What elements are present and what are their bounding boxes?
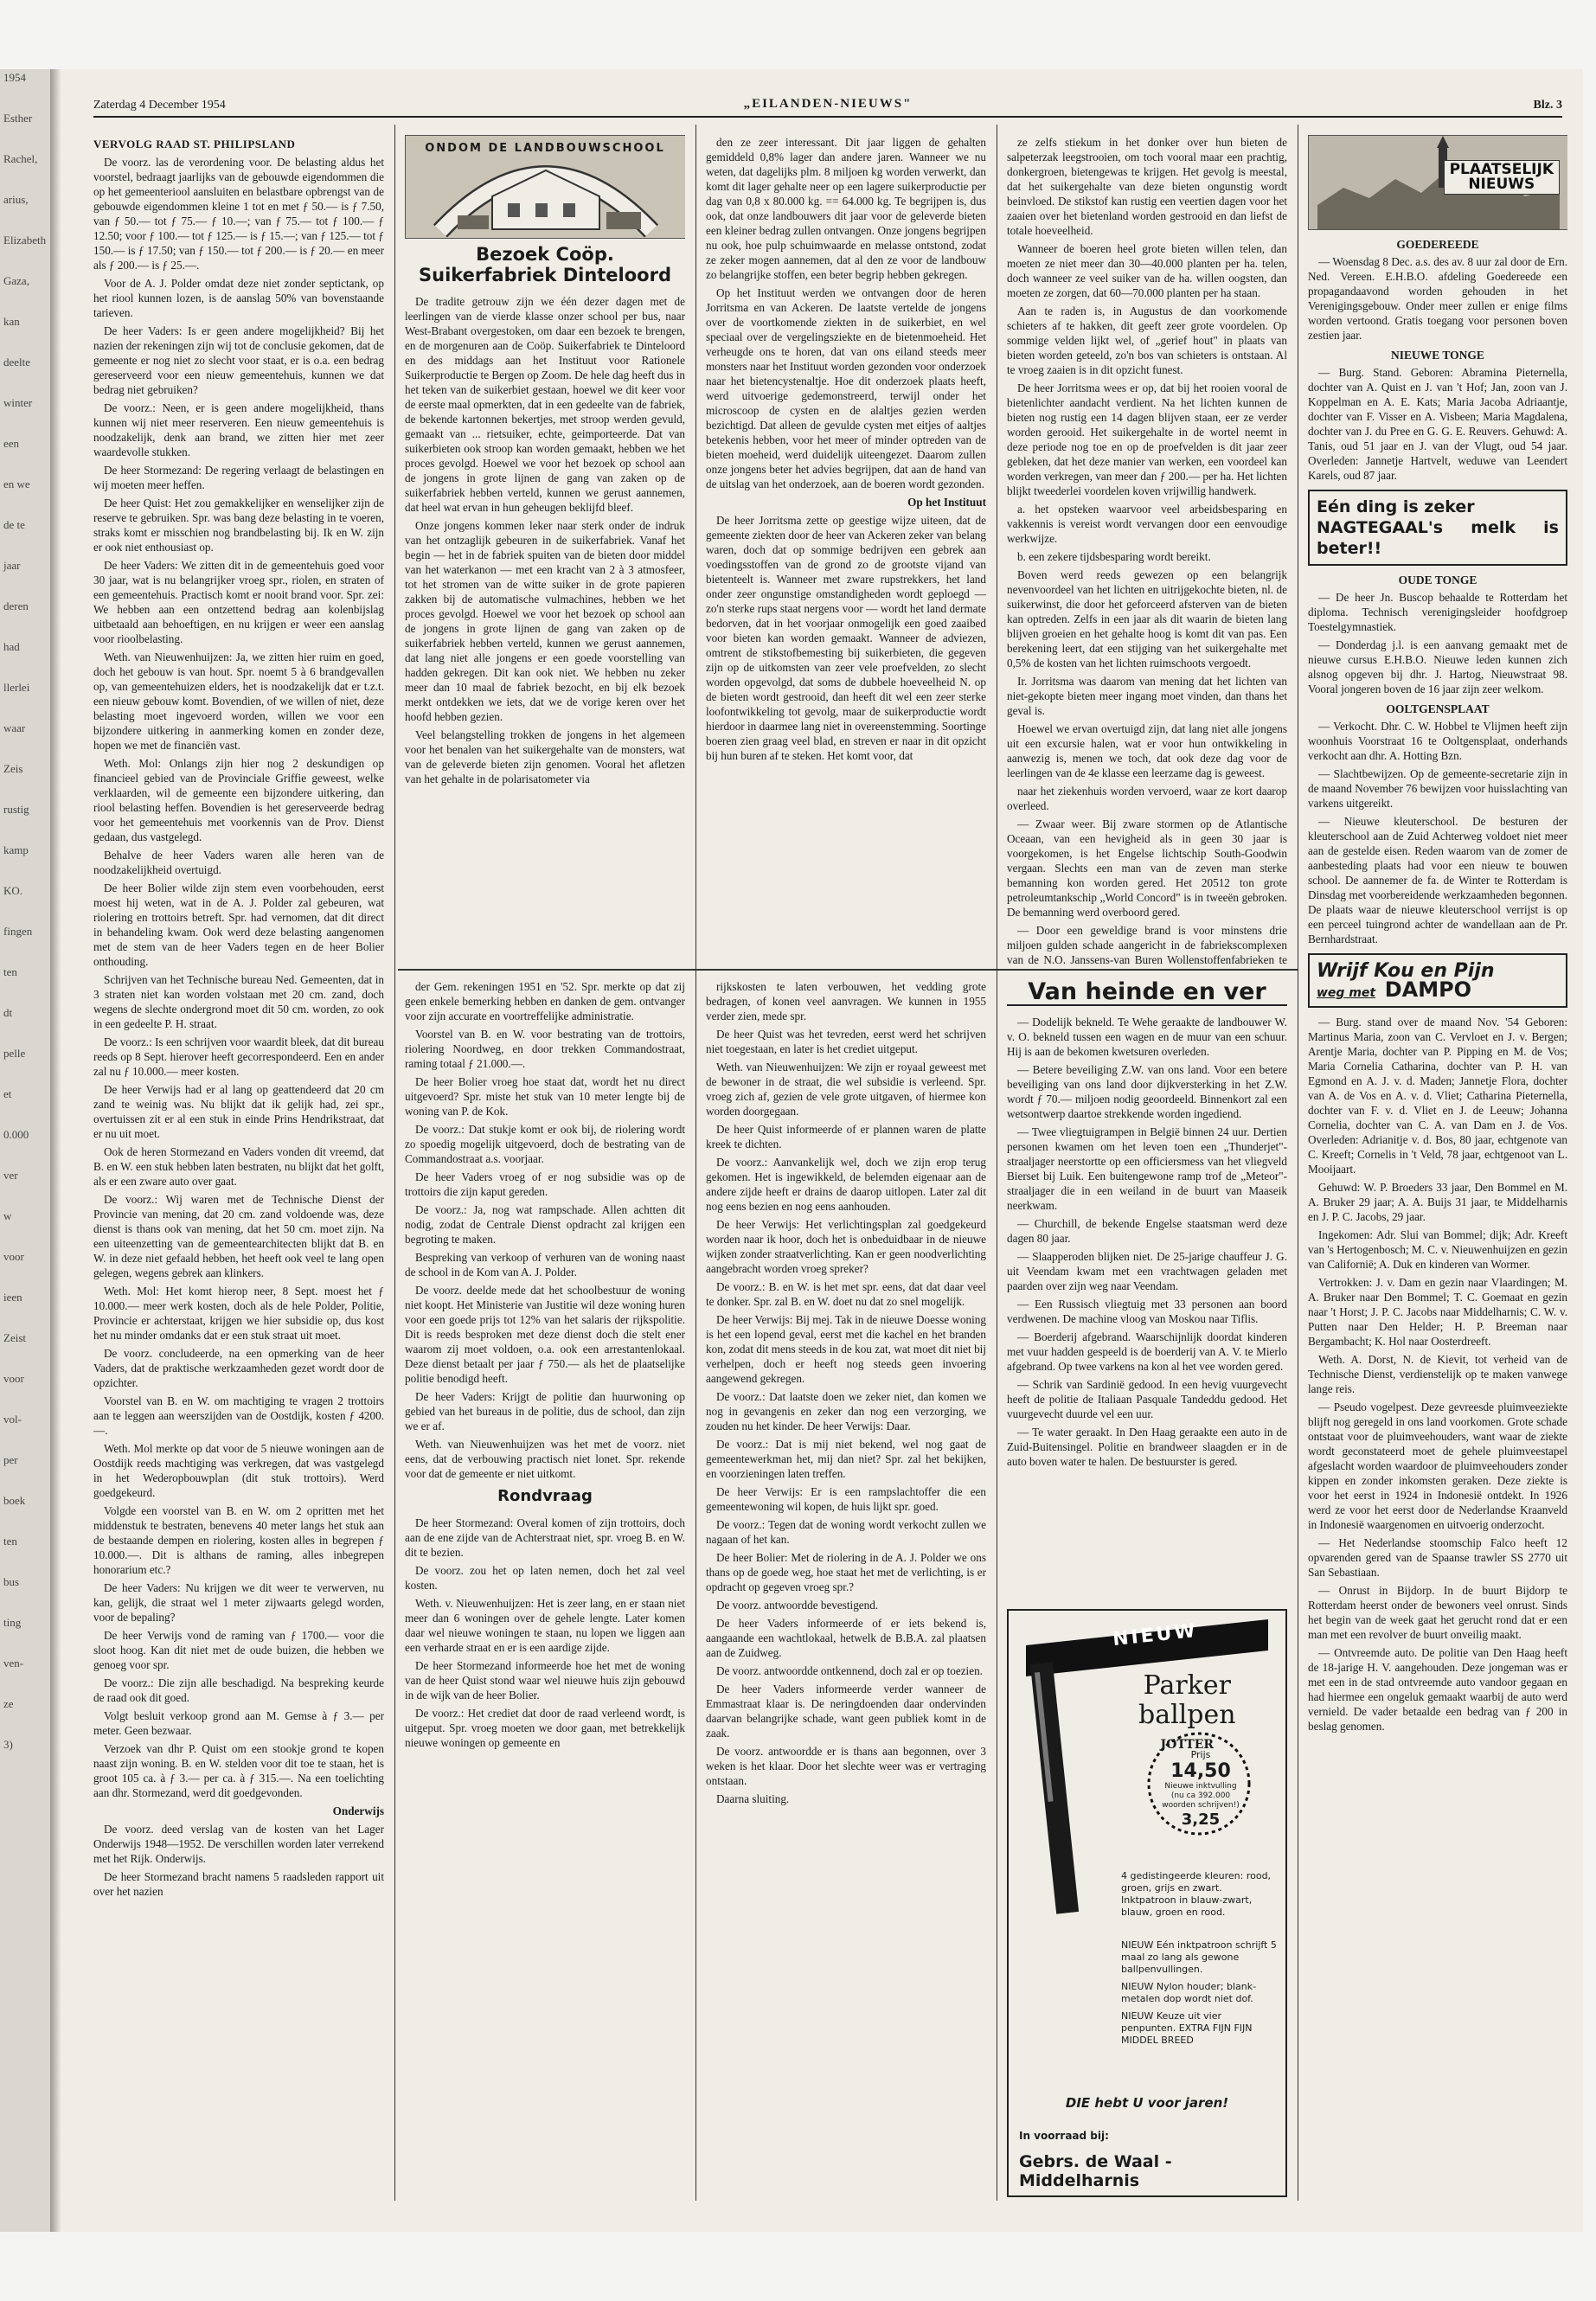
margin-fragment: ting	[3, 1616, 22, 1629]
margin-fragment: KO.	[3, 884, 23, 897]
paragraph: De voorz. concludeerde, na een opmerking van de heer Vaders, dat de praktische werkzaamheden gezet wordt door de opzichter.	[93, 1347, 384, 1389]
ad-slogan: DIE hebt U voor jaren!	[1065, 2095, 1229, 2111]
paragraph: De heer Quist: Het zou gemakkelijker en wenselijker zijn de reserve te gebruiken. Spr. was bang deze belasting in te voeren, straks komt er misschien nog brandbelasting bij. Ik en W. zijn er ook niet enthousiast op.	[93, 497, 384, 554]
price-label: Prijs	[1190, 1749, 1211, 1760]
paragraph: a. het opsteken waarvoor veel arbeidsbesparing en vakkennis is vereist wordt vervangen door een eenvoudige werkwijze.	[1007, 503, 1287, 545]
news-item: — Burg. Stand. Geboren: Abramina Pieternella, dochter van A. Quist en J. van 't Hof; Jan, zoon van J. Koppelman en A. E. Kats; Maria Jacoba Adriaantje, dochter van F. Visser en A. Visbeen; Maria Magdalena, dochter van J. du Pree en G. G. E. Reuvers. Gehuwd: A. Tanis, oud 51 jaar en J. van der Vlugt, oud 54 jaar. Overleden: Jannetje Hartvelt, weduwe van Leendert Karels, oud 87 jaar.	[1308, 366, 1567, 482]
paragraph: Verzoek van dhr P. Quist om een stookje grond te kopen naast zijn woning. B. en W. stelden voor dit toe te staan, het is groot 105 ca. à ƒ 3.— per ca. à ƒ 315.—. Na een toelichting aan dhr. Stormezand, werd dit goedgevonden.	[93, 1742, 384, 1799]
paragraph: De heer Jorritsma zette op geestige wijze uiteen, dat de gemeente ziekten door de heer van Ackeren zeker van belang waren, doch dat op sommige bedrijven een gebrek aan voedingsstoffen van de grond zo de grootste vijand van bietenteelt is. Wanneer met zware rupstrekkers, het land onder zeer ongunstige omstandigheden wordt geploegd — zo'n sterke rups staat nergens voor — wordt het land dermate bedorven, dat in het voorjaar onmogelijk een goed zaaibed voor bieten kan worden gemaakt. Wanneer de adviezen, omtrent de stikstofbemesting bij suikerbieten, die gegeven zijn op de uitkomsten van zeer vele proefvelden, zo slecht worden opgevolgd, dat soms de dubbele hoeveelheid N. op de bieten wordt gestrooid, dan heeft dit wel een zeer sterke loofontwikkeling tot gevolg, maar de suikerproductie wordt hierdoor in daarmee lang niet in overeenstemming. Soortinge boeren zien graag veel blad, en streven er naar in dit opzicht bij hun buren af te steken. Het komt voor, dat	[706, 514, 986, 762]
news-item: Vertrokken: J. v. Dam en gezin naar Vlaardingen; M. A. Bruker naar Den Bommel; T. C. Goemaat en gezin naar 't Horst; J. P. C. Jacobs naar Middelharnis; C. W. v. Putten naar Den Helder; H. P. Breeman naar Bergambacht; K. Hol naar Oosterdreeft.	[1308, 1276, 1567, 1348]
margin-fragment: Zeist	[3, 1331, 26, 1344]
paragraph: Voorstel van B. en W. voor bestrating van de trottoirs, riolering Noordweg, en door trekken Commandostraat, raming totaal ƒ 21.000.—.	[405, 1028, 685, 1070]
news-item: — Ontvreemde auto. De politie van Den Haag heeft de 18-jarige H. V. aangehouden. Deze jongeman was er met een in de stad ontvreemde auto vandoor gegaan en had hiermee een ongeluk gemaakt waarbij de auto werd vernield. De vader betaalde een bedrag van ƒ 200 in beslag genomen.	[1308, 1646, 1567, 1733]
paragraph: Boven werd reeds gewezen op een belangrijk nevenvoordeel van het lichten en uitrijgekochte bieten, nl. de suikerwinst, die door het geforceerd afsterven van de bieten kan optreden. Zelfs in een jaar als dit waarin de bieten lang blijven groeien en het gehalte hoog is komt dit van pas. Een berekening leert, dat een stijging van het suikergehalte met 0,5% de kosten van het lichten ruimschoots vergoedt.	[1007, 568, 1287, 670]
paragraph: De tradite getrouw zijn we één dezer dagen met de leerlingen van de vierde klasse onzer school per bus, naar West-Brabant overgestoken, om daar een bezoek te brengen, en de morgenuren aan de Coöp. Suikerfabriek te Dinteloord en des middags aan het Instituut voor Rationele Suikerproductie te Bergen op Zoom. De hele dag heeft dus in het teken van de suikerbiet gestaan, hoewel we dit keer voor de eerste maal opmerkten, dat in een gedeelte van de fabriek, de bekende kartonnen bekertjes, met stroop werden gevuld, gemaakt van ... rietsuiker, echte, geimporteerde. Dat van suikerbieten ook stroop kan worden gemaakt, hebben we het proces gevolgd. Hoewel we voor het bezoek op school aan de jongens in grote lijnen de gang van zaken op de suikerfabriek hebben verteld, kunnen we gerust aannemen, dat heel wat ervan in hun geheugen beklijfd bleef.	[405, 295, 685, 514]
margin-fragment: kamp	[3, 843, 29, 856]
ad-brand: DAMPO	[1384, 977, 1472, 1002]
margin-fragment: ze	[3, 1697, 14, 1710]
ad-ribbon: NIEUW	[1111, 1619, 1199, 1651]
paragraph: De voorz. deed verslag van de kosten van het Lager Onderwijs 1948—1952. De verschillen worden later verrekend met het Rijk. Onderwijs.	[93, 1823, 384, 1865]
vignette-label	[1444, 160, 1560, 195]
refill-price: 3,25	[1181, 1811, 1221, 1829]
news-item: — Churchill, de bekende Engelse staatsman werd deze dagen 80 jaar.	[1007, 1217, 1287, 1245]
paragraph: De voorz.: Ja, nog wat rampschade. Allen achtten dit nodig, zodat de Centrale Dienst opdracht zal krijgen een begroting te maken.	[405, 1203, 685, 1246]
vignette-line: NIEUWS	[1468, 176, 1535, 193]
news-item: naar het ziekenhuis worden vervoerd, waar ze kort daarop overleed.	[1007, 785, 1287, 812]
paragraph: Voor de A. J. Polder omdat deze niet zonder septictank, op het riool kunnen lozen, is de aanslag 50% van bovenstaande tarieven.	[93, 277, 384, 319]
news-item: — De heer Jn. Buscop behaalde te Rotterdam het diploma. Technisch verenigingsleider hoofdgroep Toestelgymnastiek.	[1308, 591, 1567, 633]
paragraph: De voorz. antwoordde ontkennend, doch zal er op toezien.	[716, 1664, 983, 1677]
margin-fragment: bus	[3, 1575, 20, 1588]
margin-fragment: en we	[3, 478, 30, 490]
subheading-instituut: Op het Instituut	[907, 496, 986, 509]
paragraph: De heer Verwijs had er al lang op geattendeerd dat 20 cm zand te weinig was. Nu blijkt dat ik gelijk had, zei spr., overtuissen zit er al een stuk in einde Prins Hendrikstraat, dat er nu uit moet.	[93, 1083, 384, 1140]
margin-fragment: Elizabeth	[3, 234, 47, 247]
ad-dealer-label: In voorraad bij:	[1019, 2130, 1109, 2142]
margin-fragment: 0.000	[3, 1128, 29, 1141]
news-item: — Een Russisch vliegtuig met 33 personen aan boord verdwenen. De machine vloog van Moskou naar Tiflis.	[1007, 1298, 1287, 1325]
margin-fragment: dt	[3, 1006, 13, 1019]
margin-fragment: boek	[3, 1494, 26, 1507]
paragraph: Daarna sluiting.	[716, 1792, 790, 1805]
paragraph: De heer Jorritsma wees er op, dat bij het rooien vooral de bietenlichter aandacht verdient. Na het lichten kunnen de bieten nog rustig een 14 dagen blijven staan, eer ze verder worden gerooid. Het suikergehalte in de wortel neemt in deze periode nog toe en op de proefvelden is dit jaar zeer gebleken, dat het deze manier van werken, een voordeel kan worden verkregen, van meer dan ƒ 200.— per ha. Het lichten blijkt tweederlei voordelen koven vrijwillig handwerk.	[1007, 381, 1287, 497]
margin-fragment: rustig	[3, 803, 29, 816]
margin-fragment: arius,	[3, 193, 29, 206]
paragraph: De heer Vaders informeerde of er iets bekend is, aangaande een wachtlokaal, hetwelk de B.B.A. zal plaatsen aan de Zuidweg.	[706, 1617, 986, 1659]
paragraph: Volgt besluit verkoop grond aan M. Gemse à ƒ 3.— per meter. Geen bezwaar.	[93, 1709, 384, 1737]
paragraph: De voorz.: Het crediet dat door de raad verleend wordt, is uitgeput. Spr. vroeg moeten we door gaan, met betrekkelijk nieuwe woningen op gemeente en	[405, 1707, 685, 1749]
paragraph: Hoewel we ervan overtuigd zijn, dat lang niet alle jongens uit een excursie halen, wat er voor hun ontwikkeling in aanwezig is, menen we toch, dat ook deze dag voor de leerlingen van de 4e klasse een leerzame dag is geweest.	[1007, 722, 1287, 779]
paragraph: Bespreking van verkoop of verhuren van de woning naast de school in de Kom van A. J. Polder.	[405, 1251, 685, 1279]
paragraph: De heer Stormezand: De regering verlaagt de belastingen en wij moeten meer heffen.	[93, 464, 384, 491]
paragraph: De voorz. antwoordde er is thans aan begonnen, over 3 weken is het klaar. Door het slechte weer was er vertraging ontstaan.	[706, 1745, 986, 1787]
ad-line: Eén ding is zeker	[1317, 497, 1475, 516]
paragraph: Behalve de heer Vaders waren alle heren van de noodzakelijkheid overtuigd.	[93, 849, 384, 876]
ad-colours: 4 gedistingeerde kleuren: rood, groen, grijs en zwart. Inktpatroon in blauw-zwart, blauw, groen en rood.	[1121, 1870, 1272, 1918]
paragraph: De voorz. zou het op laten nemen, doch het zal veel kosten.	[405, 1564, 685, 1592]
paragraph: De voorz.: Aanvankelijk wel, doch we zijn erop terug gekomen. Het is ingewikkeld, de belemden eigenaar aan de andere zijde heeft er drains de daarop uitlopen. Later zal dit nog eens bezien en nog eens aanhouden.	[706, 1156, 986, 1213]
margin-fragment: llerlei	[3, 681, 30, 694]
news-item: — Dodelijk bekneld. Te Wehe geraakte de landbouwer W. v. O. bekneld tussen een wagen en de muur van een schuur. Hij is aan de bekomen kwetsuren overleden.	[1007, 1016, 1287, 1058]
adjacent-page-margin	[0, 69, 52, 2232]
article-landbouwschool	[405, 135, 685, 965]
paragraph: De voorz.: Die zijn alle beschadigd. Na bespreking keurde de raad ook dit goed.	[93, 1676, 384, 1704]
subheading-onderwijs: Onderwijs	[332, 1804, 384, 1817]
paragraph: Ook de heren Stormezand en Vaders vonden dit vreemd, dat B. en W. een stuk hebben laten bestraten, nu blijkt dat het golft, als er een zware auto over gaat.	[93, 1145, 384, 1188]
margin-fragment: Esther	[3, 112, 33, 125]
column-rule	[394, 125, 395, 2201]
article-raad-rondvraag	[706, 979, 986, 2190]
margin-fragment: waar	[3, 721, 26, 734]
ad-model: JOTTER	[1160, 1738, 1215, 1752]
margin-fragment: deelte	[3, 356, 31, 369]
article-raad-continued	[405, 979, 685, 2190]
price-value: 14,50	[1170, 1760, 1231, 1782]
paragraph: der Gem. rekeningen 1951 en '52. Spr. merkte op dat zij geen enkele bemerking hebben en danken de gem. ontvanger voor zijn accurate en voortreffelijke administratie.	[405, 980, 685, 1022]
header-page-number: Blz. 3	[1533, 99, 1562, 112]
paragraph: Aan te raden is, in Augustus de dan voorkomende schieters af te hakken, dit geeft zeer grote voordelen. Op sommige velden lijkt wel, of „gerief hout" in plaats van bieten worden geteeld, zo'n bos van schieters is ontstaan. Al te vroeg zaaien is in dit opzicht funest.	[1007, 304, 1287, 376]
ad-feature: NIEUW Nylon houder; blank-metalen dop wordt niet dof.	[1121, 1981, 1257, 2004]
margin-fragment: fingen	[3, 925, 33, 938]
paragraph: Veel belangstelling trokken de jongens in het algemeen voor het benalen van het suikergehalte van de monsters, wat van de geleverde bieten zijn genomen. Vooral het afletzen van het gehalte in de polarisatometer via	[405, 728, 685, 785]
margin-fragment: Gaza,	[3, 274, 29, 287]
news-item: — Slaapperoden blijken niet. De 25-jarige chauffeur J. G. uit Veendam kwam met een vrachtwagen geladen met paarden over zijn weg naar Veendam.	[1007, 1250, 1287, 1292]
news-item: — Zwaar weer. Bij zware stormen op de Atlantische Oceaan, van een hevigheid als in geen 30 jaar is voorgekomen, is het Engelse lichtschip South-Goodwin vergaan. Slechts een man van de zeven man sterke bemanning kon worden gered. Het 20512 ton grote petroleumtankschip „World Concord" is in tweeën gebroken. De bemanning werd overboord gered.	[1007, 817, 1287, 919]
paragraph: De heer Vaders vroeg of er nog subsidie was op de trottoirs die zijn kaput gereden.	[405, 1170, 685, 1198]
parker-ballpen-advertisement	[1007, 1609, 1287, 2197]
paragraph: Weth. van Nieuwenhuijzen: Ja, we zitten hier ruim en goed, doch het gebouw is van hout. Spr. noemt 5 à 6 brandgevallen op, van gemeentehuizen elders, het is noodzakelijk dat er t.z.t. een nieuw gebouw komt. Bovendien, of we willen of niet, deze belasting moet ingevoerd worden, willen we voor een bijzondere uitkering in aanmerking komen en zonder deze, hopen we met de financiën vast.	[93, 651, 384, 752]
rondom-landbouwschool-vignette	[405, 135, 685, 239]
news-item: — Nieuwe kleuterschool. De besturen der kleuterschool aan de Zuid Achterweg voldoet niet meer aan de gestelde eisen. Reden waarom van de zomer de aanbesteding plaats had voor een nieuw te bouwen school. De aannemer de fa. de Winter te Rotterdam is Dinsdag met voorbereidende werkzaamheden begonnen. De plaats waar de nieuwe kleuterschool verrijst is op een perceel tuingrond achter de wandellaan aan de Pr. Bernhardstraat.	[1308, 815, 1567, 945]
paragraph: den ze zeer interessant. Dit jaar liggen de gehalten gemiddeld 0,8% lager dan andere jaren. Wanneer we nu weten, dat dagelijks plm. 8 miljoen kg worden verwerkt, dan komt dit lager gehalte neer op een lagere suikerproductie per dag van 0,8 x 80.000 kg. == 64.000 kg. Te begrijpen is, dus ook, dat onze landbouwers dit jaar voor de geleverde bieten een kleiner bedrag zullen ontvangen. Onze jongens begrijpen nu ook, hoe pulp schuimwaarde en melasse ontstond, zodat ze zeker mogen aannemen, dat al den ze voor de landbouw zo belangrijke stoffen, een beter begrip hebben gekregen.	[706, 136, 986, 281]
news-item: — Betere beveiliging Z.W. van ons land. Voor een betere beveiliging van ons land door dijkversterking in het Z.W. wordt ƒ 70.— miljoen nodig geoordeeld. Binnenkort zal een wetsontwerp daartoe strekkende worden ingediend.	[1007, 1063, 1287, 1120]
paragraph: Weth. van Nieuwenhuijzen: We zijn er royaal geweest met de bewoner in de straat, die wel subsidie is verleend. Spr. vroeg zich af, gezien de vele grote uitgaven, of hiermee kon worden doorgegaan.	[706, 1061, 986, 1118]
ad-line: NAGTEGAAL's melk is beter!!	[1317, 518, 1559, 558]
paragraph: Weth. Mol: Onlangs zijn hier nog 2 deskundigen op financieel gebied van de Provinciale Griffie geweest, welke verklaarden, wil de gemeente een bijzondere uitkering, dan riool belasting heffen. Bovendien is het gereserveerde bedrag voor het gemeentehuis met voorkennis van de Prov. Dienst gedaan, dus vastgelegd.	[93, 757, 384, 843]
margin-fragment: 3)	[3, 1738, 13, 1751]
paragraph: Op het Instituut werden we ontvangen door de heren Jorritsma en van Ackeren. De laatste vertelde de jongens over de voortkomende ziekten in de suikerbiet, en wel speciaal over de vergelingsziekte en de bietenmoeheid. Het verheugde ons te horen, dat van ons eiland steeds meer monsters naar het Instituut worden gezonden voor onderzoek naar het bietencystenaltje. Hoe dit onderzoek plaats heeft, werd uitvoerige gedemonstreerd, terwijl onder het microscoop de cysten en de alaltjes gezien werden bezichtigd. Dat alleen de gevulde cysten met eitjes of aaltjes betekenis hebben, voor het meer of minder optreden van de bieten moeheid, werd duidelijk uiteengezet. Daarom zullen onze jongens beter het advies begrijpen, dat aan de hand van de uitslag van het onderzoek, aan de boeren wordt gezonden.	[706, 286, 986, 490]
paragraph: Onze jongens kommen leker naar sterk onder de indruk van het ontzaglijk gebeuren in de suikerfabriek. Vanaf het begin — het in de fabriek spuiten van de bieten door middel van het waterkanon — met een kracht van 2 à 3 atmosfeer, tot het stromen van de witte suiker in de grote papieren zakken bij de automatische vulmachines, hebben we het proces gevolgd. Hoewel we voor het bezoek op school aan de jongens in grote lijnen de gang van zaken op de suikerfabriek hebben verteld, kunnen we gerust aannemen, dat lang niet alle jongens er een goede voorstelling van hadden gekregen. Dit kan ook niet. We hebben nu zeker meer dan 10 maal de fabriek bezocht, en bij elk bezoek merkt ontdekken we iets, dat we de vorige keren over het hoofd hebben gezien.	[405, 519, 685, 723]
refill-line: woorden schrijven!)	[1162, 1801, 1240, 1810]
margin-fragment: 1954	[3, 71, 26, 84]
news-item: — Te water geraakt. In Den Haag geraakte een auto in de Zuid-Buitensingel. Politie en brandweer slaagden er in de auto boven water te halen. De bestuurster is gered.	[1007, 1426, 1287, 1468]
column-plaatselijk-nieuws	[1308, 135, 1567, 2194]
ad-feature: NIEUW Keuze uit vier penpunten. EXTRA FIJN FIJN MIDDEL BREED	[1121, 2010, 1253, 2046]
header-date: Zaterdag 4 December 1954	[93, 99, 226, 112]
horizontal-rule	[398, 969, 1298, 971]
ad-brand-line: ballpen	[1138, 1700, 1236, 1730]
news-item: — Donderdag j.l. is een aanvang gemaakt met de nieuwe cursus E.H.B.O. Nieuwe leden kunnen zich alsnog opgeven bij dhr. J. Hartog, Nieuwstraat 98. Vooral jongeren boven de 16 jaar zijn zeer welkom.	[1308, 638, 1567, 695]
ad-brand	[1138, 1671, 1236, 1759]
subheading-rondvraag: Rondvraag	[497, 1487, 593, 1505]
paragraph: De heer Stormezand bracht namens 5 raadsleden rapport uit over het nazien	[93, 1870, 384, 1898]
paragraph: De heer Stormezand informeerde hoe het met de woning van de heer Quist stond waar wel nieuwe huis zijn gebouwd in de wijk van de heer Bolier.	[405, 1659, 685, 1702]
paragraph: De heer Vaders: Nu krijgen we dit weer te verwerven, nu kan, gelijk, die straat wel 1 meter zijwaarts gelegd worden, voor de bepaling?	[93, 1581, 384, 1624]
paragraph: Ir. Jorritsma was daarom van mening dat het lichten van niet-gekopte bieten meer ingang moet vinden, dan thans het geval is.	[1007, 675, 1287, 717]
header-title: „EILANDEN-NIEUWS"	[743, 97, 913, 111]
paragraph: De voorz.: Neen, er is geen andere mogelijkheid, thans kunnen wij niet meer reserveren. Een nieuw gemeentehuis is noodzakelijk, denk aan brand, we zitten hier met zeer waardevolle stukken.	[93, 401, 384, 458]
paragraph: De voorz.: B. en W. is het met spr. eens, dat dat daar veel te donker. Spr. zal B. en W. doet nu dat zo snel mogelijk.	[706, 1280, 986, 1308]
article-headline: Bezoek Coöp. Suikerfabriek Dinteloord	[419, 244, 671, 285]
paragraph: De voorz.: Is een schrijven voor waardit bleek, dat dit bureau reeds op 8 Sept. hierover heeft gecorrespondeerd. Een en ander zal nu ƒ 10.000.— meer kosten.	[93, 1035, 384, 1078]
article-landbouwschool-continued	[706, 135, 986, 965]
article-raad-st-philipsland	[93, 135, 384, 2194]
paragraph: De heer Verwijs: Bij mej. Tak in de nieuwe Doesse woning is het een lopend geval, eerst met die kachel en het branden kon, zodat dit mens steeds in de kou zat, wat moet dit niet bij verhelpen, doch er heeft nog steeds geen invoering aangewend gekregen.	[706, 1313, 986, 1385]
paragraph: De voorz.: Wij waren met de Technische Dienst der Provincie van mening, dat 20 cm. zand voldoende was, deze dienst is thans ook van mening, dat het 50 cm. moet zijn. Na een uiteenzetting van de gemeentearchitecten blijkt dat B. en W. in deze niet gefaald hebben, het heeft ook veel te lang open gelegen, wegens gebrek aan klinkers.	[93, 1193, 384, 1279]
dampo-advertisement	[1308, 953, 1567, 1008]
place-heading: GOEDEREEDE	[1396, 238, 1479, 251]
news-item: Gehuwd: W. P. Broeders 33 jaar, Den Bommel en M. A. Bruker 29 jaar; A. A. Buijs 31 jaar, te Middelharnis en J. P. C. Jacobs, 29 jaar.	[1308, 1181, 1567, 1223]
paragraph: De heer Verwijs vond de raming van ƒ 1700.— voor die sloot hoog. Kan dit niet met de oude buizen, die hebben we genoeg voor spr.	[93, 1629, 384, 1671]
margin-fragment: w	[3, 1209, 12, 1222]
paragraph: De heer Bolier wilde zijn stem even voorbehouden, eerst moest hij weten, wat in de A. J. Polder zal gebeuren, wat riolering en trottoirs betreft. Spr. had vernomen, dat dit direct in behandeling kwam. Ook werd deze belasting aangenomen met de stem van de heer Vaders tegen en de heer Bolier onthouding.	[93, 881, 384, 968]
margin-fragment: ven-	[3, 1657, 24, 1670]
paragraph: De heer Verwijs: Het verlichtingsplan zal goedgekeurd worden naar ik hoor, doch het is onbeduidbaar in de nieuwe wijken zonder straatverlichting. Kan er geen noodverlichting aangebracht worden vroeg spreker?	[706, 1218, 986, 1275]
newspaper-page	[61, 69, 1583, 2232]
paragraph: Weth. van Nieuwenhuijzen was het met de voorz. niet eens, dat de verbouwing practisch niet lonet. Spr. rekende voor dat de gemeente er niet uitkomt.	[405, 1438, 685, 1480]
paragraph: De voorz. deelde mede dat het schoolbestuur de woning niet koopt. Het Ministerie van Justitie wil deze woning huren voor een goede prijs tot 12% van het salaris der rijkspolitie. Dit is reeds besproken met deze dienst doch die stelt ener waarom zij moet voldoen, o.a. ook een arrestantenlokaal. Deze dienst betaalt per jaar ƒ 750.— als het de plaatselijke politie benodigd heeft.	[405, 1284, 685, 1385]
news-item: — Twee vliegtuigrampen in België binnen 24 uur. Dertien personen kwamen om het leven toen een „Thunderjet"-straaljager neerstortte op een officiersmess van het vliegveld Bierset bij Luik. Een buitengewone ramp trof de „Meteor"-straaljager die in een weiland in de buurt van Maaseik neerkwam.	[1007, 1125, 1287, 1212]
place-heading: NIEUWE TONGE	[1391, 349, 1484, 362]
news-item: — Boerderij afgebrand. Waarschijnlijk doordat kinderen met vuur hadden gespeeld is de boerderij van A. V. te Mierlo afgebrand. Op twee varkens na kon al het vee worden gered.	[1007, 1330, 1287, 1373]
refill-line: (nu ca 392.000	[1170, 1791, 1231, 1800]
paragraph: rijkskosten te laten verbouwen, het vedding grote bedragen, of konen veel aanvragen. We kunnen in 1955 verder zien, mede spr.	[706, 980, 986, 1022]
margin-fragment: ver	[3, 1169, 18, 1182]
section-title: Van heinde en ver	[1007, 984, 1287, 1006]
margin-fragment: ten	[3, 965, 17, 978]
margin-fragment: een	[3, 437, 20, 450]
margin-fragment: winter	[3, 396, 33, 409]
news-item: — Het Nederlandse stoomschip Falco heeft 12 opvarenden gered van de Spaanse trawler SS 2770 uit San Sebastiaan.	[1308, 1536, 1567, 1579]
paragraph: b. een zekere tijdsbesparing wordt bereikt.	[1017, 550, 1211, 563]
margin-fragment: vol-	[3, 1413, 22, 1426]
paragraph: Weth. Mol: Het komt hierop neer, 8 Sept. moest het ƒ 10.000.— meer werk kosten, doch als de hele Polder, Politie, Provincie er achterstaat, krijgen we hier subsidie op, dus kost het nu minder omdanks dat er een stuk straat uit moet.	[93, 1285, 384, 1342]
margin-fragment: voor	[3, 1250, 24, 1263]
news-item: — Door een geweldige brand is voor minstens drie miljoen gulden schade aangericht in de fabriekscomplexen van de N.O. Janssens-van Buren Wollenstoffenfabrieken te	[1007, 924, 1287, 965]
binding-spine	[50, 69, 61, 2232]
news-item: — Woensdag 8 Dec. a.s. des av. 8 uur zal door de Ern. Ned. Vereen. E.H.B.O. afdeling Goedereede een propagandaavond worden gehouden in het Verenigingsgebouw. Onder meer zullen er enige films worden vertoond. Gratis toegang voor personen boven zestien jaar.	[1308, 255, 1567, 342]
vignette-line: PLAATSELIJK	[1449, 161, 1554, 178]
ad-features	[1121, 1939, 1277, 2047]
paragraph: De heer Vaders: We zitten dit in de gemeentehuis goed voor 30 jaar, wat is nu belangrijker vroeg spr., riolen, en straten of een gemeentehuis. Practisch komt er nooit brand voor. Spr. zei: We hebben aan een ontzettend bedrag aan kolenbijslag uitbetaald aan behoeftigen, en nu krijgen er weer een aanslag voor rioolbelasting.	[93, 559, 384, 645]
margin-fragment: ten	[3, 1535, 17, 1548]
news-item: — Schrik van Sardinië gedood. In een hevig vuurgevecht heeft de politie de Italiaan Pasquale Tandeddu gedood. Het vuurgevecht duurde vel een uur.	[1007, 1378, 1287, 1420]
paragraph: De heer Vaders: Is er geen andere mogelijkheid? Bij het nazien der rekeningen zijn wij tot de conclusie gekomen, dat de gemeente er nog niet zo slecht voor staat, er is o.a. een bedrag gereserveerd voor een nieuw gemeentehuis, kunnen we dat bedrag niet gebruiken?	[93, 324, 384, 396]
news-item: — Burg. stand over de maand Nov. '54 Geboren: Martinus Maria, zoon van C. Vervloet en J. v. Bergen; Arentje Maria, dochter van P. Pipping en M. de Vos; Maria Cornelia Catharina, dochter van P. H. van Egmond en A. J. v. d. Maden; Jannetje Flora, dochter van A. de Vos en A. v. d. Vliet; Catharina Pieternella, dochter van F. v. d. Vliet en J. de Leeuw; Johanna Cornelia, dochter van C. A. van Dam en J. de Vos. Overleden: Adrianitje v. d. Bos, 80 jaar, echtgenote van C. Kreeft; Cornelis in 't Veld, 78 jaar, echtgenoot van L. Mooijaart.	[1308, 1016, 1567, 1176]
news-item: — Slachtbewijzen. Op de gemeente-secretarie zijn in de maand November 76 bewijzen voor huisslachting van varkens uitgereikt.	[1308, 767, 1567, 810]
plaatselijk-nieuws-vignette	[1308, 135, 1567, 230]
news-item: Weth. A. Dorst, N. de Kievit, tot verheid van de Technische Dienst, verdienstelijk op te maken vanwege lange reis.	[1308, 1353, 1567, 1395]
paragraph: De heer Quist was het tevreden, eerst werd het schrijven niet toegestaan, en later is het crediet uitgeput.	[706, 1028, 986, 1055]
place-heading: OUDE TONGE	[1398, 574, 1477, 586]
paragraph: De heer Vaders: Krijgt de politie dan huurwoning op gebied van het bureaus in de politie, dus de school, dan zijn we er af.	[405, 1390, 685, 1433]
article-heading: VERVOLG RAAD ST. PHILIPSLAND	[93, 138, 296, 151]
news-item: Ingekomen: Adr. Slui van Bommel; dijk; Adr. Kreeft van 's Hertogenbosch; M. C. v. Nieuwenhuijzen en gezin van Californië; A. Duk en kinderen van Wormer.	[1308, 1228, 1567, 1271]
margin-fragment: kan	[3, 315, 20, 328]
paragraph: De voorz.: Dat stukje komt er ook bij, de riolering wordt zo spoedig mogelijk uitgevoerd, doch de bestrating van de Commandostraat a.s. voorjaar.	[405, 1123, 685, 1165]
margin-fragment: ieen	[3, 1291, 22, 1304]
margin-fragment: deren	[3, 599, 29, 612]
ad-feature: NIEUW Eén inktpatroon schrijft 5 maal zo lang als gewone ballpenvullingen.	[1121, 1939, 1277, 1975]
ad-brand-line: Parker	[1143, 1670, 1231, 1701]
margin-fragment: Zeis	[3, 762, 23, 775]
paragraph: Weth. Mol merkte op dat voor de 5 nieuwe woningen aan de Oostdijk reeds machtiging was verkregen, dat was vastgelegd in het Wederopbouwplan (dit stuk trottoirs). Werd goedgekeurd.	[93, 1442, 384, 1499]
margin-fragment: per	[3, 1453, 18, 1466]
paragraph: De heer Stormezand: Overal komen of zijn trottoirs, doch aan de ene zijde van de Achterstraat niet, spr. vroeg B. en W. dit te bezien.	[405, 1516, 685, 1559]
paragraph: De heer Vaders informeerde verder wanneer de Emmastraat klaar is. De neringdoenden daar ondervinden daarvan belangrijke schade, want geen publiek komt in de zaak.	[706, 1682, 986, 1740]
news-item: — Verkocht. Dhr. C. W. Hobbel te Vlijmen heeft zijn woonhuis Voorstraat 16 te Ooltgensplaat, onderhands verkocht aan dhr. A. Hotting Bzn.	[1308, 720, 1567, 762]
nagtegaal-melk-advertisement	[1308, 490, 1567, 566]
article-landbouwschool-end	[1007, 135, 1287, 965]
paragraph: Weth. v. Nieuwenhuijzen: Het is zeer lang, en er staan niet meer dan 6 woningen over de gehele lengte. Later komen daar wel nieuwe woningen te staan, nu lopen we liggen aan een verharde straat en er is een aardige zijde.	[405, 1597, 685, 1654]
paragraph: Voorstel van B. en W. om machtiging te vragen 2 trottoirs aan te leggen aan weerszijden van de Oostdijk, kosten ƒ 4200.—.	[93, 1394, 384, 1437]
paragraph: De heer Quist informeerde of er plannen waren de platte kreek te dichten.	[706, 1123, 986, 1150]
paragraph: De heer Verwijs: Er is een rampslachtoffer die een gemeentewoning wil kopen, de huis lijkt spr. goed.	[706, 1485, 986, 1513]
paragraph: Volgde een voorstel van B. en W. om 2 opritten met het middenstuk te bestraten, benevens 40 meter langs het stuk aan de bestaande dempen en riolering, kosten alles in begrepen ƒ 10.000.—. Dit is althans de raming, alles inbegrepen honorarium etc.?	[93, 1504, 384, 1576]
paragraph: ze zelfs stiekum in het donker over hun bieten de salpeterzak leegstrooien, om toch vooral maar een prachtig, donkergroen, bietengewas te krijgen. Het gevolg is meestal, dat het suikergehalte van deze bieten ongunstig wordt beinvloed. De stikstof kan rustig een veertien dagen voor het zaaien over het bietenland worden gestrooid en dan liefst de totale hoeveelheid.	[1007, 136, 1287, 237]
paragraph: De voorz.: Dat laatste doen we zeker niet, dan komen we nog in gevangenis en zeker dan nog een verzorging, we zouden nu het kinder. De heer Verwijs: Daar.	[706, 1390, 986, 1433]
margin-fragment: Rachel,	[3, 152, 38, 165]
news-item: — Onrust in Bijdorp. In de buurt Bijdorp te Rotterdam heerst onder de bewoners veel onrust. Sinds het begin van de week gaat het gerucht rond dat er een man met een revolver de buurt onveilig maakt.	[1308, 1584, 1567, 1641]
paragraph: Schrijven van het Technische bureau Ned. Gemeenten, dat in 3 straten niet kan worden volstaan met 20 cm. zand, doch wegens de slechte ondergrond moet dit 50 cm. worden, zo ook in een gedeelte P. H. straat.	[93, 973, 384, 1030]
ad-price-badge	[1161, 1749, 1240, 1829]
margin-fragment: de te	[3, 518, 25, 531]
paragraph: Wanneer de boeren heel grote bieten willen telen, dan moeten ze niet meer dan 30—40.000 planten per ha. telen, doch wanneer ze veel suiker van de ha. willen oogsten, dan moeten ze zorgen, dat 60—70.000 planten per ha staan.	[1007, 242, 1287, 299]
page-header	[93, 99, 1562, 118]
paragraph: De heer Bolier: Met de riolering in de A. J. Polder we ons thans op de goede weg, hoe staat het met de verlichting, is er opdracht op gegeven vroeg spr.?	[706, 1551, 986, 1593]
margin-fragment: jaar	[3, 559, 21, 572]
ad-dealer: Gebrs. de Waal - Middelharnis	[1019, 2152, 1172, 2190]
ad-line: Wrijf Kou en Pijn	[1317, 960, 1495, 982]
place-heading: OOLTGENSPLAAT	[1386, 702, 1490, 715]
news-item: — Pseudo vogelpest. Deze gevreesde pluimveeziekte blijft nog geregeld in ons land voorkomen. Grote schade ontstaat voor de pluimveehouders, want waar de ziekte wordt geconstateerd moet de gehele pluimveestapel afgeslacht worden waardoor de pluimveehouders zonder kippen en zonder inkomsten geraken. Deze ziekte is voor het eerst in 1924 in Indonesië ontdekt. In 1926 werd ze voor het eerst door de Nederlandse Kraanveld in Indonesië waargenomen en uitvoerig onderzocht.	[1308, 1400, 1567, 1531]
paragraph: De voorz.: Tegen dat de woning wordt verkocht zullen we nagaan of het kan.	[706, 1518, 986, 1546]
paragraph: De voorz. antwoordde bevestigend.	[716, 1599, 879, 1612]
margin-fragment: voor	[3, 1372, 24, 1385]
margin-fragment: had	[3, 640, 20, 653]
margin-fragment: pelle	[3, 1047, 26, 1060]
paragraph: De voorz. las de verordening voor. De belasting aldus het voorstel, bedraagt jaarlijks van de gebouwde eigendommen die op het gemeenteriool aansluiten en belastbare opbrengst van de gebouwde eigendommen kleine 1 tot en met ƒ 50.— is ƒ 7.50, van ƒ 50.— tot ƒ 75.— ƒ 10.—; van ƒ 75.— tot ƒ 100.— ƒ 12.50; voor ƒ 100.— tot ƒ 125.— is ƒ 15.—; van ƒ 125.— tot ƒ 150.— is ƒ 17.50; van ƒ 150.— tot ƒ 200.— is ƒ 20.— en meer als ƒ 200.— is ƒ 25.—.	[93, 156, 384, 272]
column-rule	[695, 125, 696, 2201]
margin-fragment: et	[3, 1087, 12, 1100]
vignette-ring-text: ONDOM DE LANDBOUWSCHOOL	[425, 142, 665, 155]
paragraph: De voorz.: Dat is mij niet bekend, wel nog gaat de gemeentewerkman het, mij dan niet? Spr. zal het bekijken, en voorzieningen laten treffen.	[706, 1438, 986, 1480]
ad-line: weg met	[1317, 986, 1376, 1000]
refill-line: Nieuwe inktvulling	[1164, 1782, 1237, 1791]
paragraph: De heer Bolier vroeg hoe staat dat, wordt het nu direct uitgevoerd? Spr. miste het stuk van 10 meter lengte bij de woning van P. de Kok.	[405, 1075, 685, 1118]
